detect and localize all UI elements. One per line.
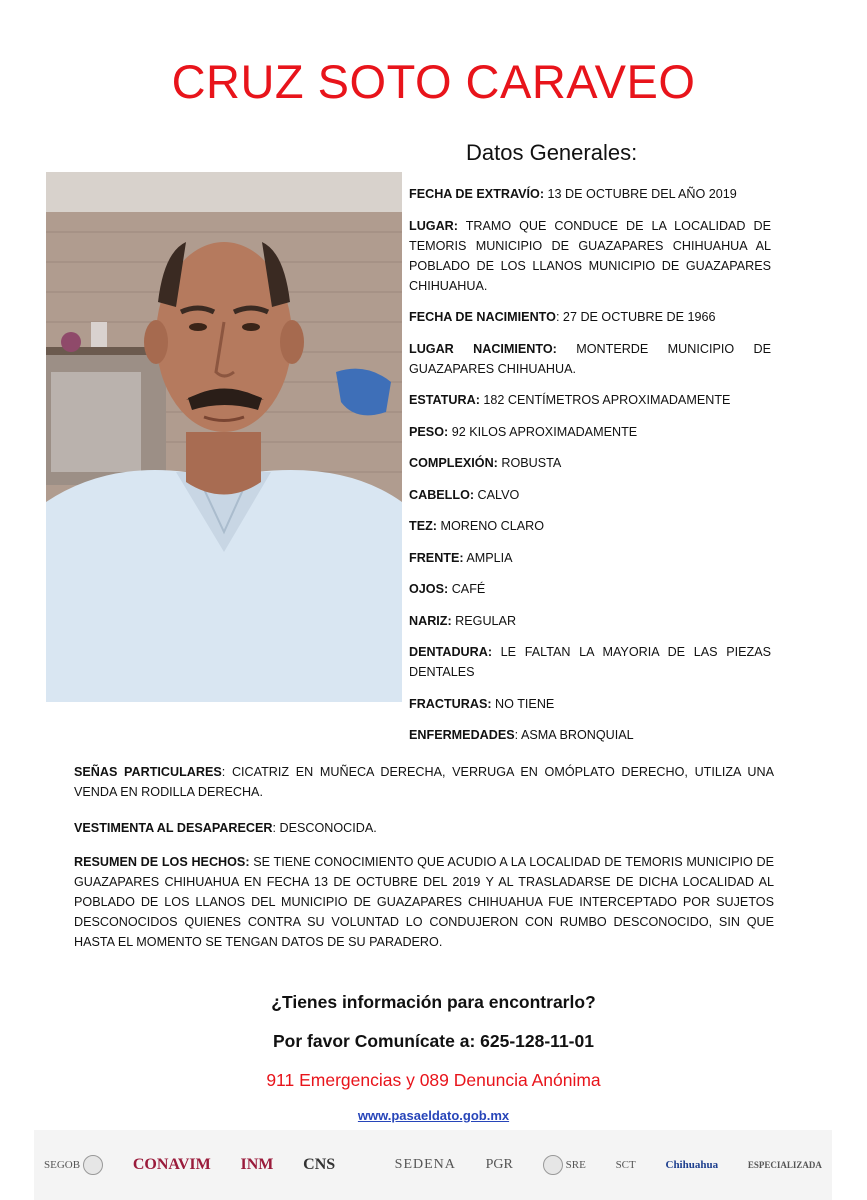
field-tez: TEZ: MORENO CLARO [409,519,545,533]
field-estatura: ESTATURA: 182 CENTÍMETROS APROXIMADAMENTE [409,393,731,407]
field-enfermedades: ENFERMEDADES: ASMA BRONQUIAL [409,728,634,742]
field-cabello: CABELLO: CALVO [409,487,520,502]
cta-contact-phone: Por favor Comunícate a: 625-128-11-01 [273,1031,594,1051]
resumen-hechos: RESUMEN DE LOS HECHOS: SE TIENE CONOCIMIENTO QUE ACUDIO A LA LOCALIDAD DE TEMORIS MUNICIPIO DE GUAZAPARES CHIHUAHUA EN FECHA 13 DE OCTUBRE DEL 2019 Y AL TRASLADARSE DE DICHA LOCALIDAD AL POBLADO DE LOS LLANOS DEL MUNICIPIO DE GUAZAPARES CHIHUAHUA FUE INTERCEPTADO POR SUJETOS DESCONOCIDOS QUIENES CONTRA SU VOLUNTAD LO CONDUJERON CON RUMBO DESCONOCIDO, SIN QUE HASTA EL MOMENTO SE TENGAN DATOS DE SU PARADERO. [74,855,774,949]
cta-question: ¿Tienes información para encontrarlo? [271,992,596,1012]
datos-generales-heading: Datos Generales: [466,140,638,165]
agency-logos-bar [34,1130,832,1200]
field-dentadura: DENTADURA: LE FALTAN LA MAYORIA DE LAS PIEZAS DENTALES [409,645,771,679]
field-fracturas: FRACTURAS: NO TIENE [409,696,555,711]
field-frente: FRENTE: AMPLIA [409,550,513,565]
seal-icon [543,1155,563,1175]
emergency-numbers: 911 Emergencias y 089 Denuncia Anónima [266,1070,601,1090]
conavim-logo: CONAVIM [132,1156,211,1173]
field-complexion: COMPLEXIÓN: ROBUSTA [409,456,562,470]
chihuahua-logo: Chihuahua [665,1159,719,1171]
sct-logo: SCT [615,1159,636,1171]
senas-particulares: SEÑAS PARTICULARES: CICATRIZ EN MUÑECA DERECHA, VERRUGA EN OMÓPLATO DERECHO, UTILIZA UNA VENDA EN RODILLA DERECHA. [74,765,775,799]
segob-logo: SEGOB [44,1155,103,1175]
field-fecha-extravio: FECHA DE EXTRAVÍO: 13 DE OCTUBRE DEL AÑO 2019 [409,187,737,201]
person-photo [46,172,402,702]
field-ojos: OJOS: CAFÉ [409,582,486,596]
fiscalia-mujer-logo: ESPECIALIZADA [747,1160,822,1170]
sedena-logo: SEDENA [394,1157,456,1172]
field-lugar: LUGAR: TRAMO QUE CONDUCE DE LA LOCALIDAD DE TEMORIS MUNICIPIO DE GUAZAPARES CHIHUAHUA AL POBLADO DE LOS LLANOS MUNICIPIO DE GUAZAPARES CHIHUAHUA. [409,218,771,293]
field-fecha-nacimiento: FECHA DE NACIMIENTO: 27 DE OCTUBRE DE 1966 [409,310,716,324]
cns-logo: CNS [303,1156,336,1173]
website-link[interactable]: www.pasaeldato.gob.mx [357,1108,510,1123]
field-lugar-nacimiento: LUGAR NACIMIENTO: MONTERDE MUNICIPIO DE GUAZAPARES CHIHUAHUA. [409,341,771,376]
vestimenta: VESTIMENTA AL DESAPARECER: DESCONOCIDA. [74,821,377,835]
inm-logo: INM [240,1156,274,1173]
pgr-logo: PGR [485,1157,513,1172]
person-name-title: CRUZ SOTO CARAVEO [171,55,696,108]
website-link-container [0,1106,867,1126]
general-data-list [409,184,771,757]
field-peso: PESO: 92 KILOS APROXIMADAMENTE [409,424,638,439]
field-nariz: NARIZ: REGULAR [409,613,517,628]
sre-logo: SRE [543,1155,586,1175]
seal-icon [83,1155,103,1175]
